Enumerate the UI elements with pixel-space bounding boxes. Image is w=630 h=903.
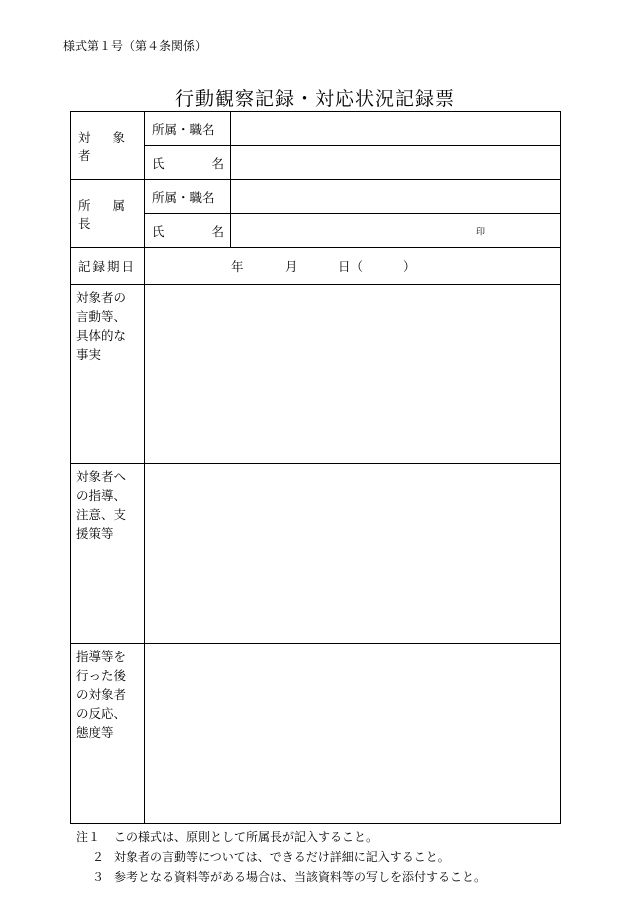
subject-affiliation-label: 所属・職名 (145, 112, 231, 146)
notes (76, 827, 486, 887)
director-label: 所 属 長 (71, 180, 145, 248)
note-item: 注１ この様式は、原則として所属長が記入すること。 (76, 830, 379, 844)
weekday-close-label: ） (403, 259, 416, 274)
note-item: ３ 参考となる資料等がある場合は、当該資料等の写しを添付すること。 (91, 870, 487, 884)
record-date-field[interactable] (145, 248, 561, 285)
note-item: ２ 対象者の言動等については、できるだけ詳細に記入すること。 (91, 850, 450, 864)
director-name-field[interactable] (231, 214, 561, 248)
record-form-table (70, 111, 561, 824)
form-number: 様式第１号（第４条関係） (63, 39, 208, 53)
director-name-label: 氏 名 (145, 214, 231, 248)
facts-field[interactable] (145, 285, 561, 464)
day-label: 日（ (338, 259, 364, 274)
subject-name-field[interactable] (231, 146, 561, 180)
subject-affiliation-field[interactable] (231, 112, 561, 146)
subject-label: 対 象 者 (71, 112, 145, 180)
seal-mark: 印 (475, 227, 485, 237)
guidance-field[interactable] (145, 464, 561, 644)
director-affiliation-label: 所属・職名 (145, 180, 231, 214)
reaction-label: 指導等を 行った後 の対象者 の反応、 態度等 (71, 644, 145, 824)
subject-name-label: 氏 名 (145, 146, 231, 180)
reaction-field[interactable] (145, 644, 561, 824)
month-label: 月 (285, 259, 298, 274)
year-label: 年 (231, 259, 244, 274)
facts-label: 対象者の 言動等、 具体的な 事実 (71, 285, 145, 464)
record-date-label: 記録期日 (71, 248, 145, 285)
director-affiliation-field[interactable] (231, 180, 561, 214)
guidance-label: 対象者へ の指導、 注意、支 援策等 (71, 464, 145, 644)
page-title: 行動観察記録・対応状況記録票 (174, 88, 455, 110)
